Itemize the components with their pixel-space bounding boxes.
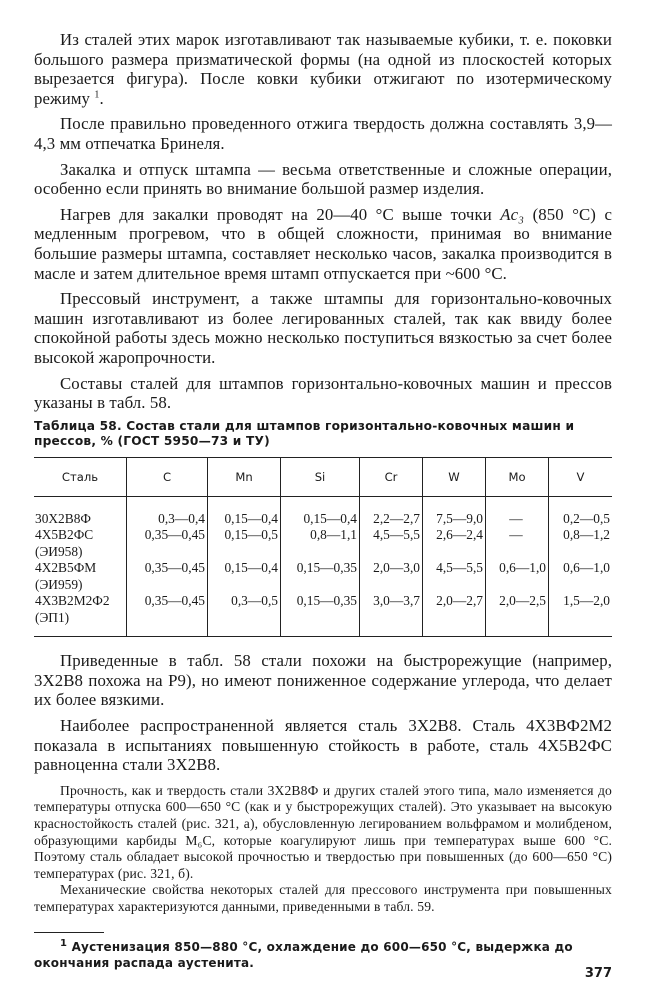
- cell-steel: [34, 560, 127, 593]
- heating-text: Нагрев для закалки проводят на 20—40 °С выше точки: [60, 204, 492, 224]
- cell-mn: 0,3—0,5: [208, 593, 281, 637]
- cell-c: 0,35—0,45: [127, 593, 208, 637]
- header-si: Si: [281, 457, 360, 496]
- paragraph-common-steel: Наиболее распространенной является сталь 3Х2В8. Сталь 4Х3ВФ2М2 показала в испытаниях повышенную стойкость в работе, сталь 4Х5В2ФС равноценна стали 3Х2В8.: [34, 715, 612, 775]
- cell-v: 0,6—1,0: [549, 560, 613, 593]
- paragraph-cubes-text: Из сталей этих марок изготавливают так называемые кубики, т. е. поковки большого размера призматической формы (на одной из плоскостей которых вырезается фигура). После ковки кубики отжигают по изотермическому режиму: [34, 30, 612, 108]
- footnote: [34, 939, 612, 971]
- steel-grade: 30Х2В8Ф: [35, 510, 91, 526]
- paragraph-heating: [34, 205, 612, 283]
- cell-mo: —: [486, 511, 549, 528]
- header-c: C: [127, 457, 208, 496]
- small-paragraph-strength: Прочность, как и твердость стали 3Х2В8Ф и других сталей этого типа, мало изменяется до температуры отпуска 600—650 °С (как и у быстрорежущих сталей). Это указывает на высокую красностойкость сталей (рис. 321, а), обусловленную легированием вольфрамом и молибденом, образующими карбиды M₆C, которые коагулируют лишь при температурах выше 600 °С. Поэтому сталь обладает высокой прочностью и твердостью при повышенных (до 600—650 °С) температурах (рис. 321, б).: [34, 782, 612, 881]
- header-steel: Сталь: [34, 457, 127, 496]
- cell-steel: [34, 593, 127, 637]
- page-number: 377: [584, 966, 612, 981]
- paragraph-cubes: Из сталей этих марок изготавливают так называемые кубики, т. е. поковки большого размера призматической формы (на одной из плоскостей которых вырезается фигура). После ковки кубики отжигают по изотермическому режиму $^1$.: [34, 30, 612, 108]
- header-w: W: [423, 457, 486, 496]
- cell-cr: 3,0—3,7: [360, 593, 423, 637]
- header-mo: Mo: [486, 457, 549, 496]
- page-body: [34, 30, 612, 971]
- steel-alt-grade: (ЭИ959): [35, 576, 83, 592]
- ac3-symbol: Ac₃: [500, 204, 525, 224]
- cell-w: 4,5—5,5: [423, 560, 486, 593]
- cell-mn: 0,15—0,4: [208, 560, 281, 593]
- header-cr: Cr: [360, 457, 423, 496]
- cell-mn: 0,15—0,5: [208, 527, 281, 560]
- heating-rest-text: (850 °С) с медленным прогревом, что в общей сложности, принимая во внимание большие размеры штампа, составляет несколько часов, закалка производится в масле и затем длительное время штамп отпускается при ~600 °С.: [34, 204, 613, 283]
- cell-v: 0,2—0,5: [549, 511, 613, 528]
- cell-v: 1,5—2,0: [549, 593, 613, 637]
- header-v: V: [549, 457, 613, 496]
- cell-steel: [34, 527, 127, 560]
- cell-si: 0,8—1,1: [281, 527, 360, 560]
- cell-cr: 2,2—2,7: [360, 511, 423, 528]
- cell-si: 0,15—0,35: [281, 560, 360, 593]
- cell-c: 0,35—0,45: [127, 560, 208, 593]
- paragraph-hardness: После правильно проведенного отжига твердость должна составлять 3,9—4,3 мм отпечатка Бринеля.: [34, 114, 612, 153]
- table-header-row: [34, 457, 612, 496]
- cell-v: 0,8—1,2: [549, 527, 613, 560]
- cell-w: 2,0—2,7: [423, 593, 486, 637]
- paragraph-press-tools: Прессовый инструмент, а также штампы для горизонтально-ковочных машин изготавливают из более легированных сталей, так как ввиду более спокойной работы здесь можно несколько поступиться вязкостью за счет более высокой жаропрочности.: [34, 289, 612, 367]
- cell-mn: 0,15—0,4: [208, 511, 281, 528]
- paragraph-table-ref: Составы сталей для штампов горизонтально-ковочных машин и прессов указаны в табл. 58.: [34, 373, 612, 413]
- cell-cr: 4,5—5,5: [360, 527, 423, 560]
- cell-cr: 2,0—3,0: [360, 560, 423, 593]
- steel-grade: 4Х2В5ФМ: [35, 560, 97, 576]
- steel-grade: 4Х5В2ФС: [35, 527, 94, 543]
- cell-mo: —: [486, 527, 549, 560]
- steel-alt-grade: (ЭП1): [35, 609, 70, 625]
- footnote-divider: [34, 932, 104, 933]
- paragraph-quench: Закалка и отпуск штампа — весьма ответственные и сложные операции, особенно если принять во внимание большой размер изделия.: [34, 159, 612, 199]
- cell-si: 0,15—0,4: [281, 511, 360, 528]
- steel-alt-grade: (ЭИ958): [35, 543, 83, 559]
- footnote-text: Аустенизация 850—880 °С, охлаждение до 600—650 °С, выдержка до окончания распада аустенита.: [34, 939, 573, 970]
- cell-mo: 0,6—1,0: [486, 560, 549, 593]
- table-caption: Таблица 58. Состав стали для штампов горизонтально-ковочных машин и прессов, % (ГОСТ 5950—73 и ТУ): [34, 418, 575, 448]
- cell-steel: [34, 511, 127, 528]
- cell-c: 0,35—0,45: [127, 527, 208, 560]
- cell-mo: 2,0—2,5: [486, 593, 549, 637]
- cell-si: 0,15—0,35: [281, 593, 360, 637]
- table-row: [34, 527, 612, 560]
- cell-w: 2,6—2,4: [423, 527, 486, 560]
- table-spacer-row: [34, 496, 612, 511]
- composition-table: [34, 457, 612, 638]
- paragraph-similar-steels: Приведенные в табл. 58 стали похожи на быстрорежущие (например, 3Х2В8 похожа на Р9), но имеют пониженное содержание углерода, что делает их более вязкими.: [34, 651, 612, 710]
- small-paragraph-mechanical: Механические свойства некоторых сталей для прессового инструмента при повышенных температурах характеризуются данными, приведенными в табл. 59.: [34, 882, 612, 914]
- footnote-ref: 1: [94, 89, 100, 101]
- steel-grade: 4Х3В2М2Ф2: [35, 593, 110, 609]
- table-row: [34, 593, 612, 637]
- header-mn: Mn: [208, 457, 281, 496]
- footnote-marker: 1: [60, 937, 68, 949]
- table-row: [34, 560, 612, 593]
- cell-w: 7,5—9,0: [423, 511, 486, 528]
- table-row: [34, 511, 612, 528]
- cell-c: 0,3—0,4: [127, 511, 208, 528]
